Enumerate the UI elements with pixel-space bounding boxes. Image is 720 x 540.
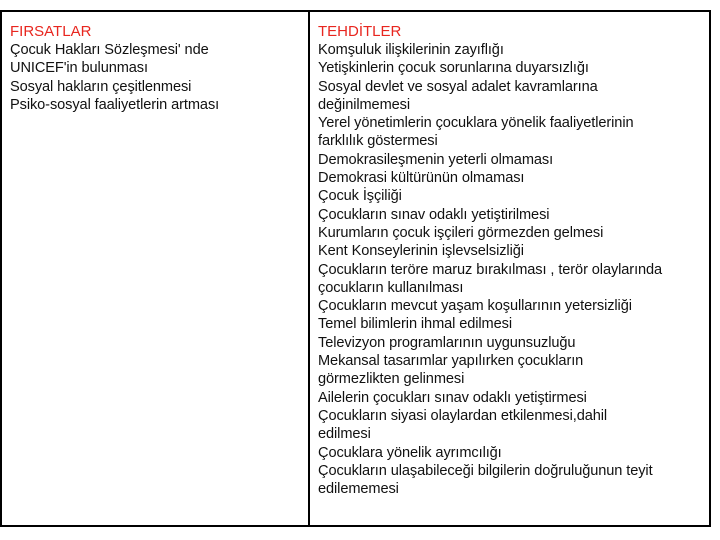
list-item: edilememesi xyxy=(318,481,399,498)
list-item: Çocukların sınav odaklı yetiştirilmesi xyxy=(318,206,550,223)
list-item: değinilmemesi xyxy=(318,96,410,113)
list-item: görmezlikten gelinmesi xyxy=(318,371,465,388)
swot-table xyxy=(0,10,711,527)
list-item: Televizyon programlarının uygunsuzluğu xyxy=(318,334,576,351)
list-item: Sosyal devlet ve sosyal adalet kavramlarına xyxy=(318,78,598,95)
list-item: Mekansal tasarımlar yapılırken çocukların xyxy=(318,353,584,370)
list-item: çocukların kullanılması xyxy=(318,279,464,296)
list-item: Komşuluk ilişkilerinin zayıflığı xyxy=(318,42,504,58)
list-item: Yetişkinlerin çocuk sorunlarına duyarsızlığı xyxy=(318,60,589,77)
list-item: Kent Konseylerinin işlevselsizliği xyxy=(318,243,524,260)
list-item: Kurumların çocuk işçileri görmezden gelmesi xyxy=(318,224,604,241)
list-item: edilmesi xyxy=(318,426,371,443)
threats-heading: TEHDİTLER xyxy=(318,23,402,40)
opportunities-heading: FIRSATLAR xyxy=(10,23,92,40)
list-item: Sosyal hakların çeşitlenmesi xyxy=(10,78,192,95)
list-item: Çocukların teröre maruz bırakılması , terör olaylarında xyxy=(318,261,663,278)
opportunities-column xyxy=(2,12,310,525)
threats-column xyxy=(310,12,709,525)
list-item: Çocukların ulaşabileceği bilgilerin doğruluğunun teyit xyxy=(318,462,653,479)
list-item: Çocuklara yönelik ayrımcılığı xyxy=(318,444,502,461)
list-item: Demokrasileşmenin yeterli olmaması xyxy=(318,151,554,168)
list-item: Yerel yönetimlerin çocuklara yönelik faaliyetlerinin xyxy=(318,115,634,132)
opportunities-list xyxy=(10,41,308,114)
list-item: Çocukların mevcut yaşam koşullarının yetersizliği xyxy=(318,298,632,315)
threats-list xyxy=(318,41,709,498)
list-item: Ailelerin çocukları sınav odaklı yetiştirmesi xyxy=(318,389,587,406)
list-item: Çocuk Hakları Sözleşmesi' nde xyxy=(10,42,209,58)
list-item: Demokrasi kültürünün olmaması xyxy=(318,170,525,187)
list-item: UNICEF'in bulunması xyxy=(10,60,148,77)
list-item: Psiko-sosyal faaliyetlerin artması xyxy=(10,96,220,113)
list-item: farklılık göstermesi xyxy=(318,133,438,150)
list-item: Çocuk İşçiliği xyxy=(318,188,402,205)
list-item: Çocukların siyasi olaylardan etkilenmesi,dahil xyxy=(318,407,608,424)
list-item: Temel bilimlerin ihmal edilmesi xyxy=(318,316,512,333)
